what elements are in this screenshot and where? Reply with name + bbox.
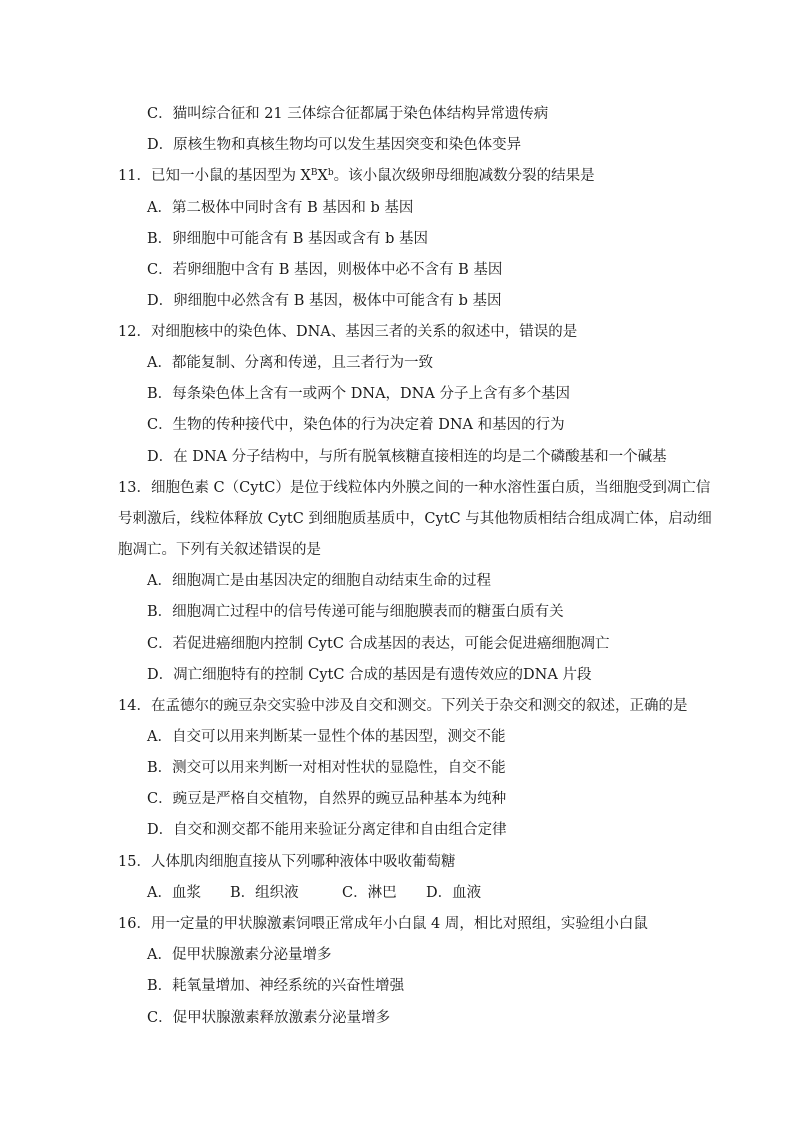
q15-option-b: B．组织液 (230, 885, 299, 901)
q14-option-d: D．自交和测交都不能用来验证分离定律和自由组合定律 (147, 822, 507, 838)
q16-option-a: A．促甲状腺激素分泌量增多 (147, 947, 332, 963)
q13-stem-line-2: 号刺激后，线粒体释放 CytC 到细胞质基质中，CytC 与其他物质相结合组成凋亡体，启动细 (118, 511, 712, 527)
q13-option-d: D．凋亡细胞特有的控制 CytC 合成的基因是有遗传效应的DNA 片段 (147, 667, 592, 683)
q11-option-c: C．若卵细胞中含有 B 基因，则极体中必不含有 B 基因 (147, 262, 503, 278)
q12-option-a: A．都能复制、分离和传递，且三者行为一致 (147, 355, 433, 371)
q14-option-b: B．测交可以用来判断一对相对性状的显隐性，自交不能 (147, 760, 506, 776)
q12-option-b: B．每条染色体上含有一或两个 DNA，DNA 分子上含有多个基因 (147, 386, 570, 402)
q11-option-b: B．卵细胞中可能含有 B 基因或含有 b 基因 (147, 231, 429, 247)
q10-option-c: C．猫叫综合征和 21 三体综合征都属于染色体结构异常遗传病 (147, 106, 549, 122)
q12-option-d: D．在 DNA 分子结构中，与所有脱氧核糖直接相连的均是二个磷酸基和一个碱基 (147, 449, 667, 465)
q16-option-b: B．耗氧量增加、神经系统的兴奋性增强 (147, 978, 405, 994)
q12-option-c: C．生物的传种接代中，染色体的行为决定着 DNA 和基因的行为 (147, 417, 565, 433)
q15-option-c: C．淋巴 (342, 885, 397, 901)
q16-stem: 16．用一定量的甲状腺激素饲喂正常成年小白鼠 4 周，相比对照组，实验组小白鼠 (118, 916, 648, 932)
q13-option-a: A．细胞凋亡是由基因决定的细胞自动结束生命的过程 (147, 573, 491, 589)
q12-stem: 12．对细胞核中的染色体、DNA、基因三者的关系的叙述中，错误的是 (118, 324, 578, 340)
q13-option-c: C．若促进癌细胞内控制 CytC 合成基因的表达，可能会促进癌细胞凋亡 (147, 636, 610, 652)
q15-option-d: D．血液 (426, 885, 482, 901)
q14-option-c: C．豌豆是严格自交植物，自然界的豌豆品种基本为纯种 (147, 791, 507, 807)
q11-option-d: D．卵细胞中必然含有 B 基因，极体中可能含有 b 基因 (147, 293, 502, 309)
q15-stem: 15．人体肌肉细胞直接从下列哪种液体中吸收葡萄糖 (118, 854, 456, 870)
q11-option-a: A．第二极体中同时含有 B 基因和 b 基因 (147, 200, 414, 216)
q14-stem: 14．在孟德尔的豌豆杂交实验中涉及自交和测交。下列关于杂交和测交的叙述，正确的是 (118, 698, 688, 714)
q16-option-c: C．促甲状腺激素释放激素分泌量增多 (147, 1010, 391, 1026)
q15-option-a: A．血浆 (147, 885, 201, 901)
q11-stem: 11．已知一小鼠的基因型为 $X^BX^b$。该小鼠次级卵母细胞减数分裂的结果是 (118, 168, 595, 184)
q13-stem-line-3: 胞凋亡。下列有关叙述错误的是 (118, 542, 321, 558)
q14-option-a: A．自交可以用来判断某一显性个体的基因型，测交不能 (147, 729, 506, 745)
q13-stem-line-1: 13．细胞色素 C（CytC）是位于线粒体内外膜之间的一种水溶性蛋白质，当细胞受到凋亡信 (118, 480, 711, 496)
q13-option-b: B．细胞凋亡过程中的信号传递可能与细胞膜表而的糖蛋白质有关 (147, 604, 564, 620)
q10-option-d: D．原核生物和真核生物均可以发生基因突变和染色体变异 (147, 137, 522, 153)
q15-options-row (147, 883, 481, 903)
